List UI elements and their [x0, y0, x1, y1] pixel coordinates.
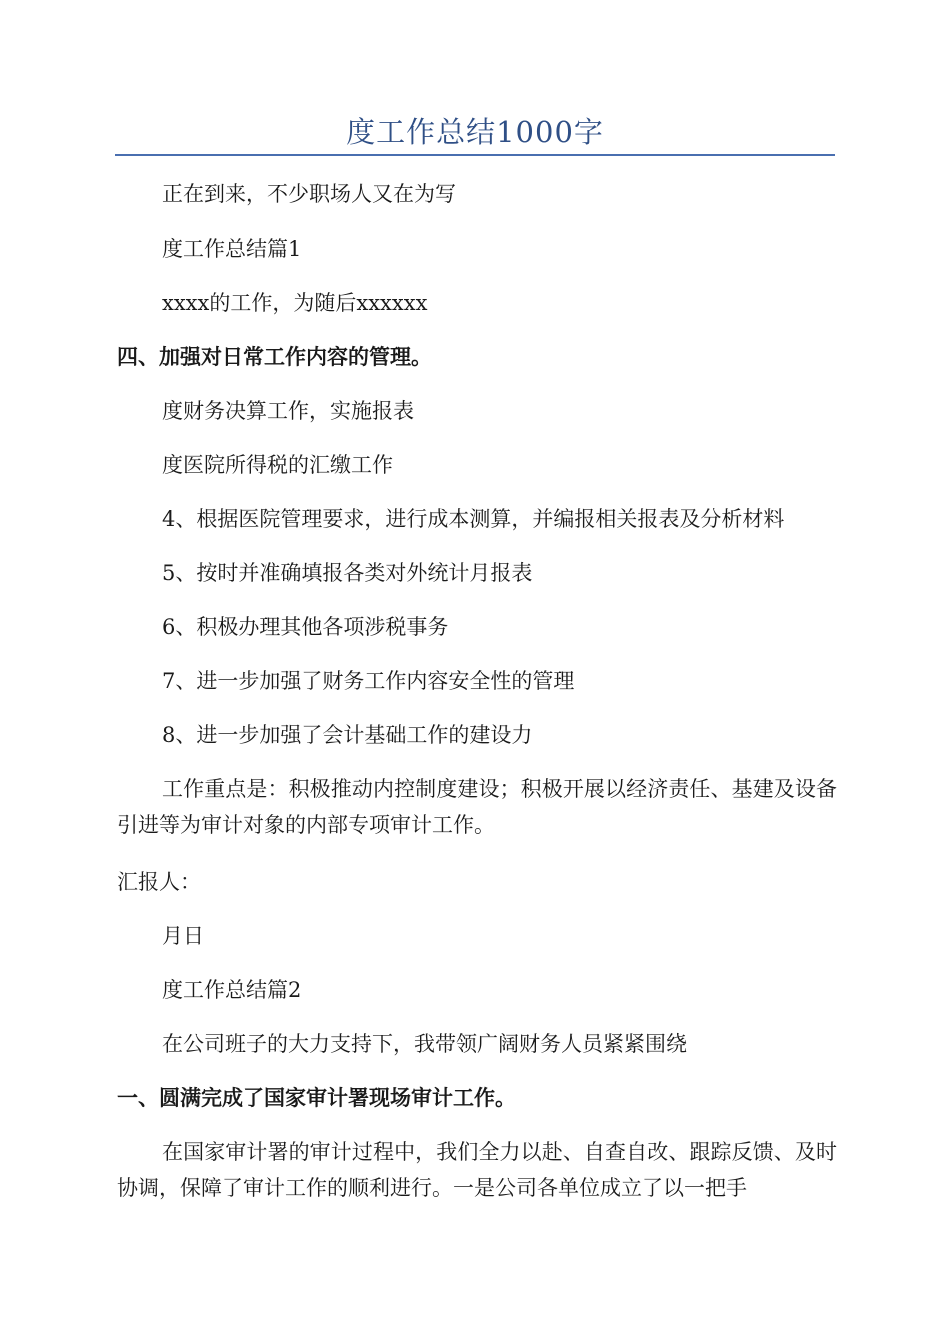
text-line: 正在到来，不少职场人又在为写: [162, 182, 456, 206]
list-item: 8、进一步加强了会计基础工作的建设力: [162, 723, 533, 747]
date-label: 月日: [162, 924, 204, 948]
section-heading: 一、圆满完成了国家审计署现场审计工作。: [117, 1086, 516, 1110]
section-title: 度工作总结篇2: [162, 978, 302, 1002]
list-item: 5、按时并准确填报各类对外统计月报表: [162, 561, 533, 585]
title-underline: [115, 154, 835, 156]
paragraph: 工作重点是：积极推动内控制度建设；积极开展以经济责任、基建及设备引进等为审计对象的内部专项审计工作。: [117, 777, 837, 837]
reporter-label: 汇报人：: [117, 870, 201, 894]
text-line: 度医院所得税的汇缴工作: [162, 453, 393, 477]
document-title: 度工作总结1000字: [346, 115, 604, 149]
text-line: xxxx的工作，为随后xxxxxx: [162, 291, 428, 315]
section-heading: 四、加强对日常工作内容的管理。: [117, 345, 432, 369]
list-item: 6、积极办理其他各项涉税事务: [162, 615, 449, 639]
paragraph: 在国家审计署的审计过程中，我们全力以赴、自查自改、跟踪反馈、及时协调，保障了审计工作的顺利进行。一是公司各单位成立了以一把手: [117, 1140, 837, 1200]
text-line: 在公司班子的大力支持下，我带领广阔财务人员紧紧围绕: [162, 1032, 687, 1056]
list-item: 7、进一步加强了财务工作内容安全性的管理: [162, 669, 575, 693]
list-item: 4、根据医院管理要求，进行成本测算，并编报相关报表及分析材料: [162, 507, 785, 531]
text-line: 度财务决算工作，实施报表: [162, 399, 414, 423]
text-line: 度工作总结篇1: [162, 237, 302, 261]
